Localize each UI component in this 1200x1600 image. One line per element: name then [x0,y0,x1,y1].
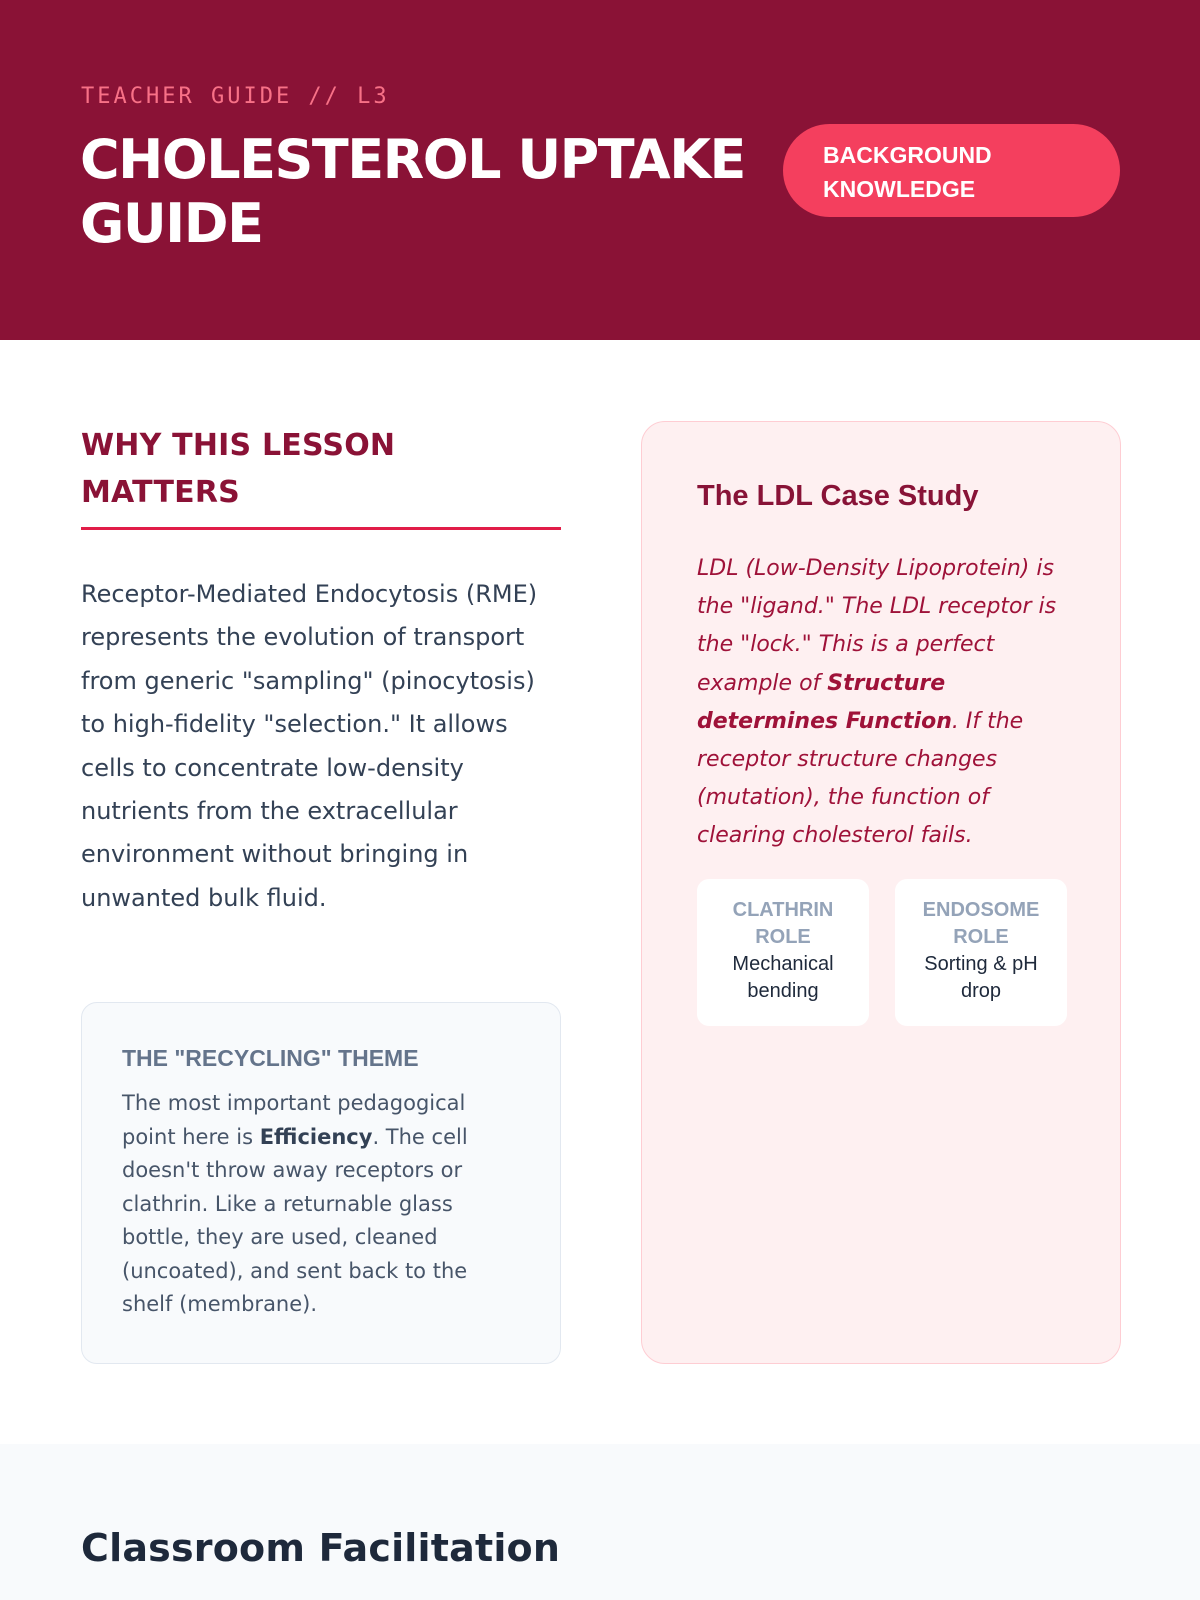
ldl-case-study-card [641,421,1121,1364]
ldl-body-emphasis: Structure determines Function [697,670,952,734]
section-badge: BACKGROUND KNOWLEDGE [783,124,1120,217]
endosome-role-stat [895,879,1067,1026]
classroom-facilitation-title: Classroom Facilitation [81,1526,561,1570]
stat-label: CLATHRIN ROLE [732,899,834,948]
ldl-body-text-2: . If the receptor structure changes (mutation), the function of clearing cholesterol fails. [697,708,1024,849]
stat-value: Mechanical bending [732,953,834,1002]
recycling-theme-heading: THE "RECYCLING" THEME [122,1045,419,1071]
recycling-body-emphasis: Efficiency [259,1124,373,1149]
header-banner [0,0,1200,340]
ldl-body-text-1: LDL (Low-Density Lipoprotein) is the "ligand." The LDL receptor is the "lock." This is a perfect example of [697,556,1057,696]
clathrin-role-stat [697,879,869,1026]
eyebrow-label: TEACHER GUIDE // L3 [81,84,390,109]
why-section-body: Receptor-Mediated Endocytosis (RME) represents the evolution of transport from generic "sampling" (pinocytosis) to high-fidelity "selection." It allows cells to concentrate low-density nutrients from the extracellular environment without bringing in unwanted bulk fluid. [81,580,538,912]
recycling-theme-body [122,1087,520,1322]
page-title: CHOLESTEROL UPTAKE GUIDE [80,128,745,255]
stat-label: ENDOSOME ROLE [922,899,1040,948]
classroom-facilitation-section [0,1444,1200,1600]
stat-value: Sorting & pH drop [924,953,1038,1002]
section-divider [81,527,561,530]
why-section-title: WHY THIS LESSON MATTERS [81,428,396,510]
recycling-theme-card [81,1002,561,1364]
recycling-body-text-2: . The cell doesn't throw away receptors or clathrin. Like a returnable glass bottle, they are used, cleaned (uncoated), and sent back to the shelf (membrane). [122,1124,468,1316]
ldl-case-study-title: The LDL Case Study [697,480,979,512]
recycling-body-text-1: The most important pedagogical point here is [122,1091,466,1149]
ldl-case-study-body [697,550,1077,856]
